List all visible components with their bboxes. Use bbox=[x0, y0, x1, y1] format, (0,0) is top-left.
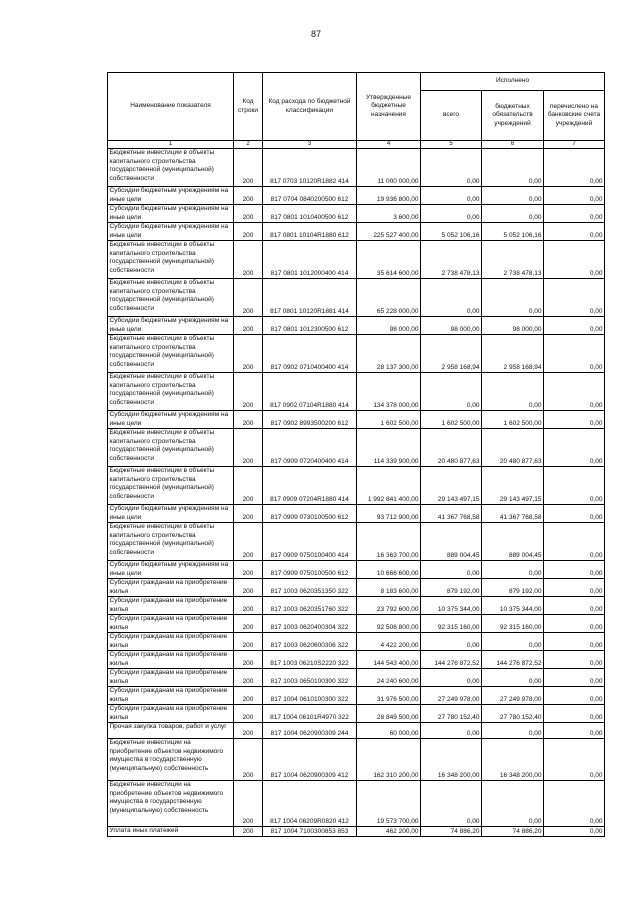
column-number: 3 bbox=[263, 141, 357, 149]
approved-amount-cell: 65 228 000,00 bbox=[357, 279, 421, 317]
executed-obligations-cell: 2 738 478,13 bbox=[482, 241, 544, 279]
indicator-name-cell: Субсидии бюджетным учреждениям на иные цели bbox=[108, 505, 234, 523]
line-code-cell: 200 bbox=[234, 505, 263, 523]
executed-obligations-cell: 16 348 200,00 bbox=[482, 739, 544, 781]
executed-total-cell: 29 143 497,15 bbox=[421, 467, 482, 505]
line-code-cell: 200 bbox=[234, 467, 263, 505]
approved-amount-cell: 16 363 700,00 bbox=[357, 523, 421, 561]
line-code-cell: 200 bbox=[234, 335, 263, 373]
column-number-row bbox=[108, 141, 605, 149]
executed-total-cell: 2 958 168,94 bbox=[421, 335, 482, 373]
expense-code-cell: 817 0909 0730100500 612 bbox=[263, 505, 357, 523]
executed-obligations-cell: 0,00 bbox=[482, 373, 544, 411]
executed-obligations-cell: 0,00 bbox=[482, 723, 544, 739]
executed-obligations-cell: 0,00 bbox=[482, 279, 544, 317]
approved-amount-cell: 23 792 600,00 bbox=[357, 597, 421, 615]
expense-code-cell: 817 0902 07104R1880 414 bbox=[263, 373, 357, 411]
executed-transferred-cell: 0,00 bbox=[544, 827, 605, 837]
executed-transferred-cell: 0,00 bbox=[544, 651, 605, 669]
expense-code-cell: 817 1003 0620351760 322 bbox=[263, 597, 357, 615]
executed-obligations-cell: 41 367 768,58 bbox=[482, 505, 544, 523]
executed-obligations-cell: 1 602 500,00 bbox=[482, 411, 544, 429]
executed-transferred-cell: 0,00 bbox=[544, 579, 605, 597]
executed-obligations-cell: 20 480 877,63 bbox=[482, 429, 544, 467]
expense-code-cell: 817 1003 0620600306 322 bbox=[263, 633, 357, 651]
table-row bbox=[108, 523, 605, 561]
executed-transferred-cell: 0,00 bbox=[544, 205, 605, 223]
expense-code-cell: 817 1004 06101R4970 322 bbox=[263, 705, 357, 723]
expense-code-cell: 817 0801 1012000400 414 bbox=[263, 241, 357, 279]
executed-transferred-cell: 0,00 bbox=[544, 723, 605, 739]
executed-obligations-cell: 889 004,45 bbox=[482, 523, 544, 561]
approved-amount-cell: 19 573 700,00 bbox=[357, 781, 421, 827]
column-number: 7 bbox=[544, 141, 605, 149]
table-row bbox=[108, 827, 605, 837]
indicator-name-cell: Субсидии гражданам на приобретение жилья bbox=[108, 633, 234, 651]
executed-transferred-cell: 0,00 bbox=[544, 335, 605, 373]
executed-obligations-cell: 92 315 160,00 bbox=[482, 615, 544, 633]
indicator-name-cell: Субсидии гражданам на приобретение жилья bbox=[108, 615, 234, 633]
executed-total-cell: 0,00 bbox=[421, 149, 482, 187]
table-row bbox=[108, 561, 605, 579]
executed-obligations-cell: 74 886,20 bbox=[482, 827, 544, 837]
line-code-cell: 200 bbox=[234, 317, 263, 335]
executed-total-cell: 27 249 978,00 bbox=[421, 687, 482, 705]
executed-transferred-cell: 0,00 bbox=[544, 669, 605, 687]
approved-amount-cell: 144 543 400,00 bbox=[357, 651, 421, 669]
executed-total-cell: 2 738 478,13 bbox=[421, 241, 482, 279]
indicator-name-cell: Бюджетные инвестиции в объекты капитального строительства государственной (муниципальной) собственности bbox=[108, 149, 234, 187]
page-number: 87 bbox=[311, 29, 322, 39]
approved-amount-cell: 10 666 600,00 bbox=[357, 561, 421, 579]
indicator-name-header: Наименование показателя bbox=[108, 73, 234, 141]
executed-transferred-cell: 0,00 bbox=[544, 187, 605, 205]
approved-amount-cell: 462 200,00 bbox=[357, 827, 421, 837]
executed-total-cell: 1 602 500,00 bbox=[421, 411, 482, 429]
approved-amount-cell: 1 992 841 400,00 bbox=[357, 467, 421, 505]
table-row bbox=[108, 739, 605, 781]
executed-transferred-cell: 0,00 bbox=[544, 633, 605, 651]
table-row bbox=[108, 223, 605, 241]
table-body bbox=[108, 149, 605, 837]
executed-transferred-cell: 0,00 bbox=[544, 739, 605, 781]
executed-total-cell: 27 780 152,40 bbox=[421, 705, 482, 723]
expense-code-cell: 817 1003 0650100300 322 bbox=[263, 669, 357, 687]
executed-transferred-cell: 0,00 bbox=[544, 705, 605, 723]
line-code-cell: 200 bbox=[234, 149, 263, 187]
expense-code-cell: 817 0801 1012300500 612 bbox=[263, 317, 357, 335]
executed-obligations-cell: 0,00 bbox=[482, 561, 544, 579]
executed-transferred-cell: 0,00 bbox=[544, 279, 605, 317]
executed-transferred-cell: 0,00 bbox=[544, 505, 605, 523]
indicator-name-cell: Бюджетные инвестиции в объекты капитального строительства государственной (муниципальной) собственности bbox=[108, 279, 234, 317]
executed-transferred-cell: 0,00 bbox=[544, 411, 605, 429]
executed-transferred-cell: 0,00 bbox=[544, 597, 605, 615]
executed-total-cell: 879 192,00 bbox=[421, 579, 482, 597]
indicator-name-cell: Субсидии бюджетным учреждениям на иные цели bbox=[108, 223, 234, 241]
line-code-cell: 200 bbox=[234, 781, 263, 827]
column-number: 5 bbox=[421, 141, 482, 149]
executed-transferred-cell: 0,00 bbox=[544, 561, 605, 579]
expense-code-cell: 817 1004 7100300853 853 bbox=[263, 827, 357, 837]
executed-total-cell: 0,00 bbox=[421, 669, 482, 687]
executed-obligations-cell: 10 375 344,00 bbox=[482, 597, 544, 615]
approved-amount-cell: 24 240 600,00 bbox=[357, 669, 421, 687]
approved-amount-cell: 60 000,00 bbox=[357, 723, 421, 739]
executed-obligations-cell: 0,00 bbox=[482, 187, 544, 205]
executed-obligations-cell: 27 780 152,40 bbox=[482, 705, 544, 723]
table-row bbox=[108, 279, 605, 317]
table-row bbox=[108, 149, 605, 187]
executed-obligations-cell: 2 958 168,94 bbox=[482, 335, 544, 373]
table-row bbox=[108, 373, 605, 411]
approved-amount-cell: 162 310 200,00 bbox=[357, 739, 421, 781]
line-code-cell: 200 bbox=[234, 597, 263, 615]
table-row bbox=[108, 705, 605, 723]
executed-obligations-cell: 0,00 bbox=[482, 633, 544, 651]
executed-transferred-cell: 0,00 bbox=[544, 223, 605, 241]
expense-code-cell: 817 1004 0610100300 322 bbox=[263, 687, 357, 705]
executed-total-cell: 0,00 bbox=[421, 373, 482, 411]
executed-total-cell: 0,00 bbox=[421, 561, 482, 579]
executed-transferred-cell: 0,00 bbox=[544, 317, 605, 335]
header-row bbox=[108, 73, 605, 91]
expense-code-cell: 817 0909 0750100400 414 bbox=[263, 523, 357, 561]
line-code-cell: 200 bbox=[234, 827, 263, 837]
approved-amount-cell: 28 849 500,00 bbox=[357, 705, 421, 723]
table-row bbox=[108, 615, 605, 633]
executed-transferred-cell: 0,00 bbox=[544, 429, 605, 467]
expense-code-cell: 817 0909 07204R1880 414 bbox=[263, 467, 357, 505]
executed-transferred-cell: 0,00 bbox=[544, 615, 605, 633]
line-code-cell: 200 bbox=[234, 223, 263, 241]
executed-transferred-cell: 0,00 bbox=[544, 373, 605, 411]
line-code-cell: 200 bbox=[234, 705, 263, 723]
expense-code-cell: 817 1004 0620900309 244 bbox=[263, 723, 357, 739]
executed-transferred-cell: 0,00 bbox=[544, 467, 605, 505]
table-row bbox=[108, 633, 605, 651]
table-row bbox=[108, 505, 605, 523]
executed-total-cell: 0,00 bbox=[421, 187, 482, 205]
expense-code-cell: 817 1003 0620400304 322 bbox=[263, 615, 357, 633]
executed-total-cell: 5 052 106,16 bbox=[421, 223, 482, 241]
executed-total-cell: 98 000,00 bbox=[421, 317, 482, 335]
expense-code-cell: 817 1003 06210S2220 322 bbox=[263, 651, 357, 669]
executed-total-cell: 0,00 bbox=[421, 781, 482, 827]
table-row bbox=[108, 429, 605, 467]
line-code-cell: 200 bbox=[234, 241, 263, 279]
executed-total-cell: 41 367 768,58 bbox=[421, 505, 482, 523]
indicator-name-cell: Бюджетные инвестиции на приобретение объектов недвижимого имущества в государственную (муниципальную) собственность bbox=[108, 739, 234, 781]
expense-code-cell: 817 0703 10120R1882 414 bbox=[263, 149, 357, 187]
indicator-name-cell: Бюджетные инвестиции в объекты капитального строительства государственной (муниципальной) собственности bbox=[108, 429, 234, 467]
expense-code-cell: 817 1004 06209R0820 412 bbox=[263, 781, 357, 827]
executed-total-cell: 10 375 344,00 bbox=[421, 597, 482, 615]
table-header bbox=[108, 73, 605, 149]
table-row bbox=[108, 687, 605, 705]
indicator-name-cell: Субсидии бюджетным учреждениям на иные цели bbox=[108, 205, 234, 223]
indicator-name-cell: Бюджетные инвестиции в объекты капитального строительства государственной (муниципальной) собственности bbox=[108, 467, 234, 505]
indicator-name-cell: Бюджетные инвестиции в объекты капитального строительства государственной (муниципальной) собственности bbox=[108, 335, 234, 373]
executed-group-header: Исполнено bbox=[421, 73, 605, 91]
line-code-cell: 200 bbox=[234, 205, 263, 223]
table-row bbox=[108, 335, 605, 373]
approved-amount-cell: 225 527 400,00 bbox=[357, 223, 421, 241]
executed-obligations-cell: 29 143 497,15 bbox=[482, 467, 544, 505]
approved-amount-cell: 11 000 000,00 bbox=[357, 149, 421, 187]
executed-obligations-cell: 0,00 bbox=[482, 205, 544, 223]
approved-amount-cell: 1 602 500,00 bbox=[357, 411, 421, 429]
line-code-cell: 200 bbox=[234, 279, 263, 317]
approved-amount-cell: 4 422 200,00 bbox=[357, 633, 421, 651]
table-row bbox=[108, 241, 605, 279]
expense-code-cell: 817 1004 0620900309 412 bbox=[263, 739, 357, 781]
approved-amount-cell: 92 506 800,00 bbox=[357, 615, 421, 633]
line-code-cell: 200 bbox=[234, 687, 263, 705]
executed-obligations-header: бюджетных обязательств учреждений bbox=[482, 91, 544, 141]
line-code-cell: 200 bbox=[234, 669, 263, 687]
budget-execution-table bbox=[107, 72, 605, 837]
indicator-name-cell: Субсидии гражданам на приобретение жилья bbox=[108, 669, 234, 687]
line-code-header: Код строки bbox=[234, 73, 263, 141]
indicator-name-cell: Субсидии гражданам на приобретение жилья bbox=[108, 705, 234, 723]
approved-amount-cell: 114 339 900,00 bbox=[357, 429, 421, 467]
expense-code-cell: 817 1003 0620351350 322 bbox=[263, 579, 357, 597]
executed-total-cell: 20 480 877,63 bbox=[421, 429, 482, 467]
executed-obligations-cell: 0,00 bbox=[482, 669, 544, 687]
approved-amount-cell: 98 000,00 bbox=[357, 317, 421, 335]
column-number: 1 bbox=[108, 141, 234, 149]
executed-total-cell: 0,00 bbox=[421, 205, 482, 223]
expense-code-cell: 817 0704 0840200500 612 bbox=[263, 187, 357, 205]
line-code-cell: 200 bbox=[234, 373, 263, 411]
line-code-cell: 200 bbox=[234, 187, 263, 205]
executed-total-cell: 16 348 200,00 bbox=[421, 739, 482, 781]
line-code-cell: 200 bbox=[234, 429, 263, 467]
expense-code-cell: 817 0909 0720400400 414 bbox=[263, 429, 357, 467]
indicator-name-cell: Прочая закупка товаров, работ и услуг bbox=[108, 723, 234, 739]
column-number: 4 bbox=[357, 141, 421, 149]
expense-code-cell: 817 0909 0750100500 612 bbox=[263, 561, 357, 579]
table-row bbox=[108, 411, 605, 429]
indicator-name-cell: Субсидии гражданам на приобретение жилья bbox=[108, 687, 234, 705]
executed-obligations-cell: 5 052 106,16 bbox=[482, 223, 544, 241]
table-row bbox=[108, 781, 605, 827]
expense-code-cell: 817 0801 10104R1880 612 bbox=[263, 223, 357, 241]
executed-obligations-cell: 0,00 bbox=[482, 149, 544, 187]
column-number: 6 bbox=[482, 141, 544, 149]
expense-code-header: Код расхода по бюджетной классификации bbox=[263, 73, 357, 141]
table-row bbox=[108, 723, 605, 739]
table-row bbox=[108, 669, 605, 687]
executed-transferred-cell: 0,00 bbox=[544, 523, 605, 561]
executed-transferred-cell: 0,00 bbox=[544, 781, 605, 827]
expense-code-cell: 817 0902 8993500200 612 bbox=[263, 411, 357, 429]
line-code-cell: 200 bbox=[234, 579, 263, 597]
executed-transferred-cell: 0,00 bbox=[544, 241, 605, 279]
executed-total-header: всего bbox=[421, 91, 482, 141]
indicator-name-cell: Уплата иных платежей bbox=[108, 827, 234, 837]
column-number: 2 bbox=[234, 141, 263, 149]
approved-amount-cell: 19 936 800,00 bbox=[357, 187, 421, 205]
executed-total-cell: 74 886,20 bbox=[421, 827, 482, 837]
approved-amount-cell: 31 976 500,00 bbox=[357, 687, 421, 705]
expense-code-cell: 817 0801 10120R1881 414 bbox=[263, 279, 357, 317]
executed-transferred-cell: 0,00 bbox=[544, 687, 605, 705]
indicator-name-cell: Субсидии бюджетным учреждениям на иные цели bbox=[108, 317, 234, 335]
executed-total-cell: 0,00 bbox=[421, 633, 482, 651]
executed-total-cell: 0,00 bbox=[421, 723, 482, 739]
approved-amount-cell: 93 712 900,00 bbox=[357, 505, 421, 523]
approved-amount-header: Утвержденные бюджетные назначения bbox=[357, 73, 421, 141]
approved-amount-cell: 134 378 000,00 bbox=[357, 373, 421, 411]
indicator-name-cell: Субсидии гражданам на приобретение жилья bbox=[108, 651, 234, 669]
executed-obligations-cell: 27 249 978,00 bbox=[482, 687, 544, 705]
executed-obligations-cell: 144 276 872,52 bbox=[482, 651, 544, 669]
approved-amount-cell: 8 183 600,00 bbox=[357, 579, 421, 597]
executed-transferred-cell: 0,00 bbox=[544, 149, 605, 187]
indicator-name-cell: Субсидии бюджетным учреждениям на иные цели bbox=[108, 411, 234, 429]
table-row bbox=[108, 467, 605, 505]
table-row bbox=[108, 597, 605, 615]
executed-total-cell: 889 004,45 bbox=[421, 523, 482, 561]
indicator-name-cell: Субсидии гражданам на приобретение жилья bbox=[108, 597, 234, 615]
expense-code-cell: 817 0801 1010400500 612 bbox=[263, 205, 357, 223]
indicator-name-cell: Бюджетные инвестиции в объекты капитального строительства государственной (муниципальной) собственности bbox=[108, 373, 234, 411]
executed-total-cell: 144 276 872,52 bbox=[421, 651, 482, 669]
line-code-cell: 200 bbox=[234, 723, 263, 739]
executed-total-cell: 0,00 bbox=[421, 279, 482, 317]
executed-obligations-cell: 879 192,00 bbox=[482, 579, 544, 597]
executed-obligations-cell: 98 000,00 bbox=[482, 317, 544, 335]
expense-code-cell: 817 0902 0710400400 414 bbox=[263, 335, 357, 373]
executed-transferred-header: перечислено на банковские счета учреждений bbox=[544, 91, 605, 141]
table-row bbox=[108, 651, 605, 669]
line-code-cell: 200 bbox=[234, 523, 263, 561]
table-row bbox=[108, 187, 605, 205]
indicator-name-cell: Субсидии бюджетным учреждениям на иные цели bbox=[108, 561, 234, 579]
line-code-cell: 200 bbox=[234, 651, 263, 669]
line-code-cell: 200 bbox=[234, 561, 263, 579]
approved-amount-cell: 3 600,00 bbox=[357, 205, 421, 223]
indicator-name-cell: Бюджетные инвестиции в объекты капитального строительства государственной (муниципальной) собственности bbox=[108, 523, 234, 561]
approved-amount-cell: 35 614 600,00 bbox=[357, 241, 421, 279]
line-code-cell: 200 bbox=[234, 615, 263, 633]
table-row bbox=[108, 205, 605, 223]
executed-obligations-cell: 0,00 bbox=[482, 781, 544, 827]
table-row bbox=[108, 579, 605, 597]
line-code-cell: 200 bbox=[234, 739, 263, 781]
indicator-name-cell: Бюджетные инвестиции в объекты капитального строительства государственной (муниципальной) собственности bbox=[108, 241, 234, 279]
indicator-name-cell: Субсидии бюджетным учреждениям на иные цели bbox=[108, 187, 234, 205]
indicator-name-cell: Субсидии гражданам на приобретение жилья bbox=[108, 579, 234, 597]
line-code-cell: 200 bbox=[234, 411, 263, 429]
line-code-cell: 200 bbox=[234, 633, 263, 651]
indicator-name-cell: Бюджетные инвестиции на приобретение объектов недвижимого имущества в государственную (муниципальную) собственность bbox=[108, 781, 234, 827]
executed-total-cell: 92 315 160,00 bbox=[421, 615, 482, 633]
table-row bbox=[108, 317, 605, 335]
approved-amount-cell: 28 137 300,00 bbox=[357, 335, 421, 373]
